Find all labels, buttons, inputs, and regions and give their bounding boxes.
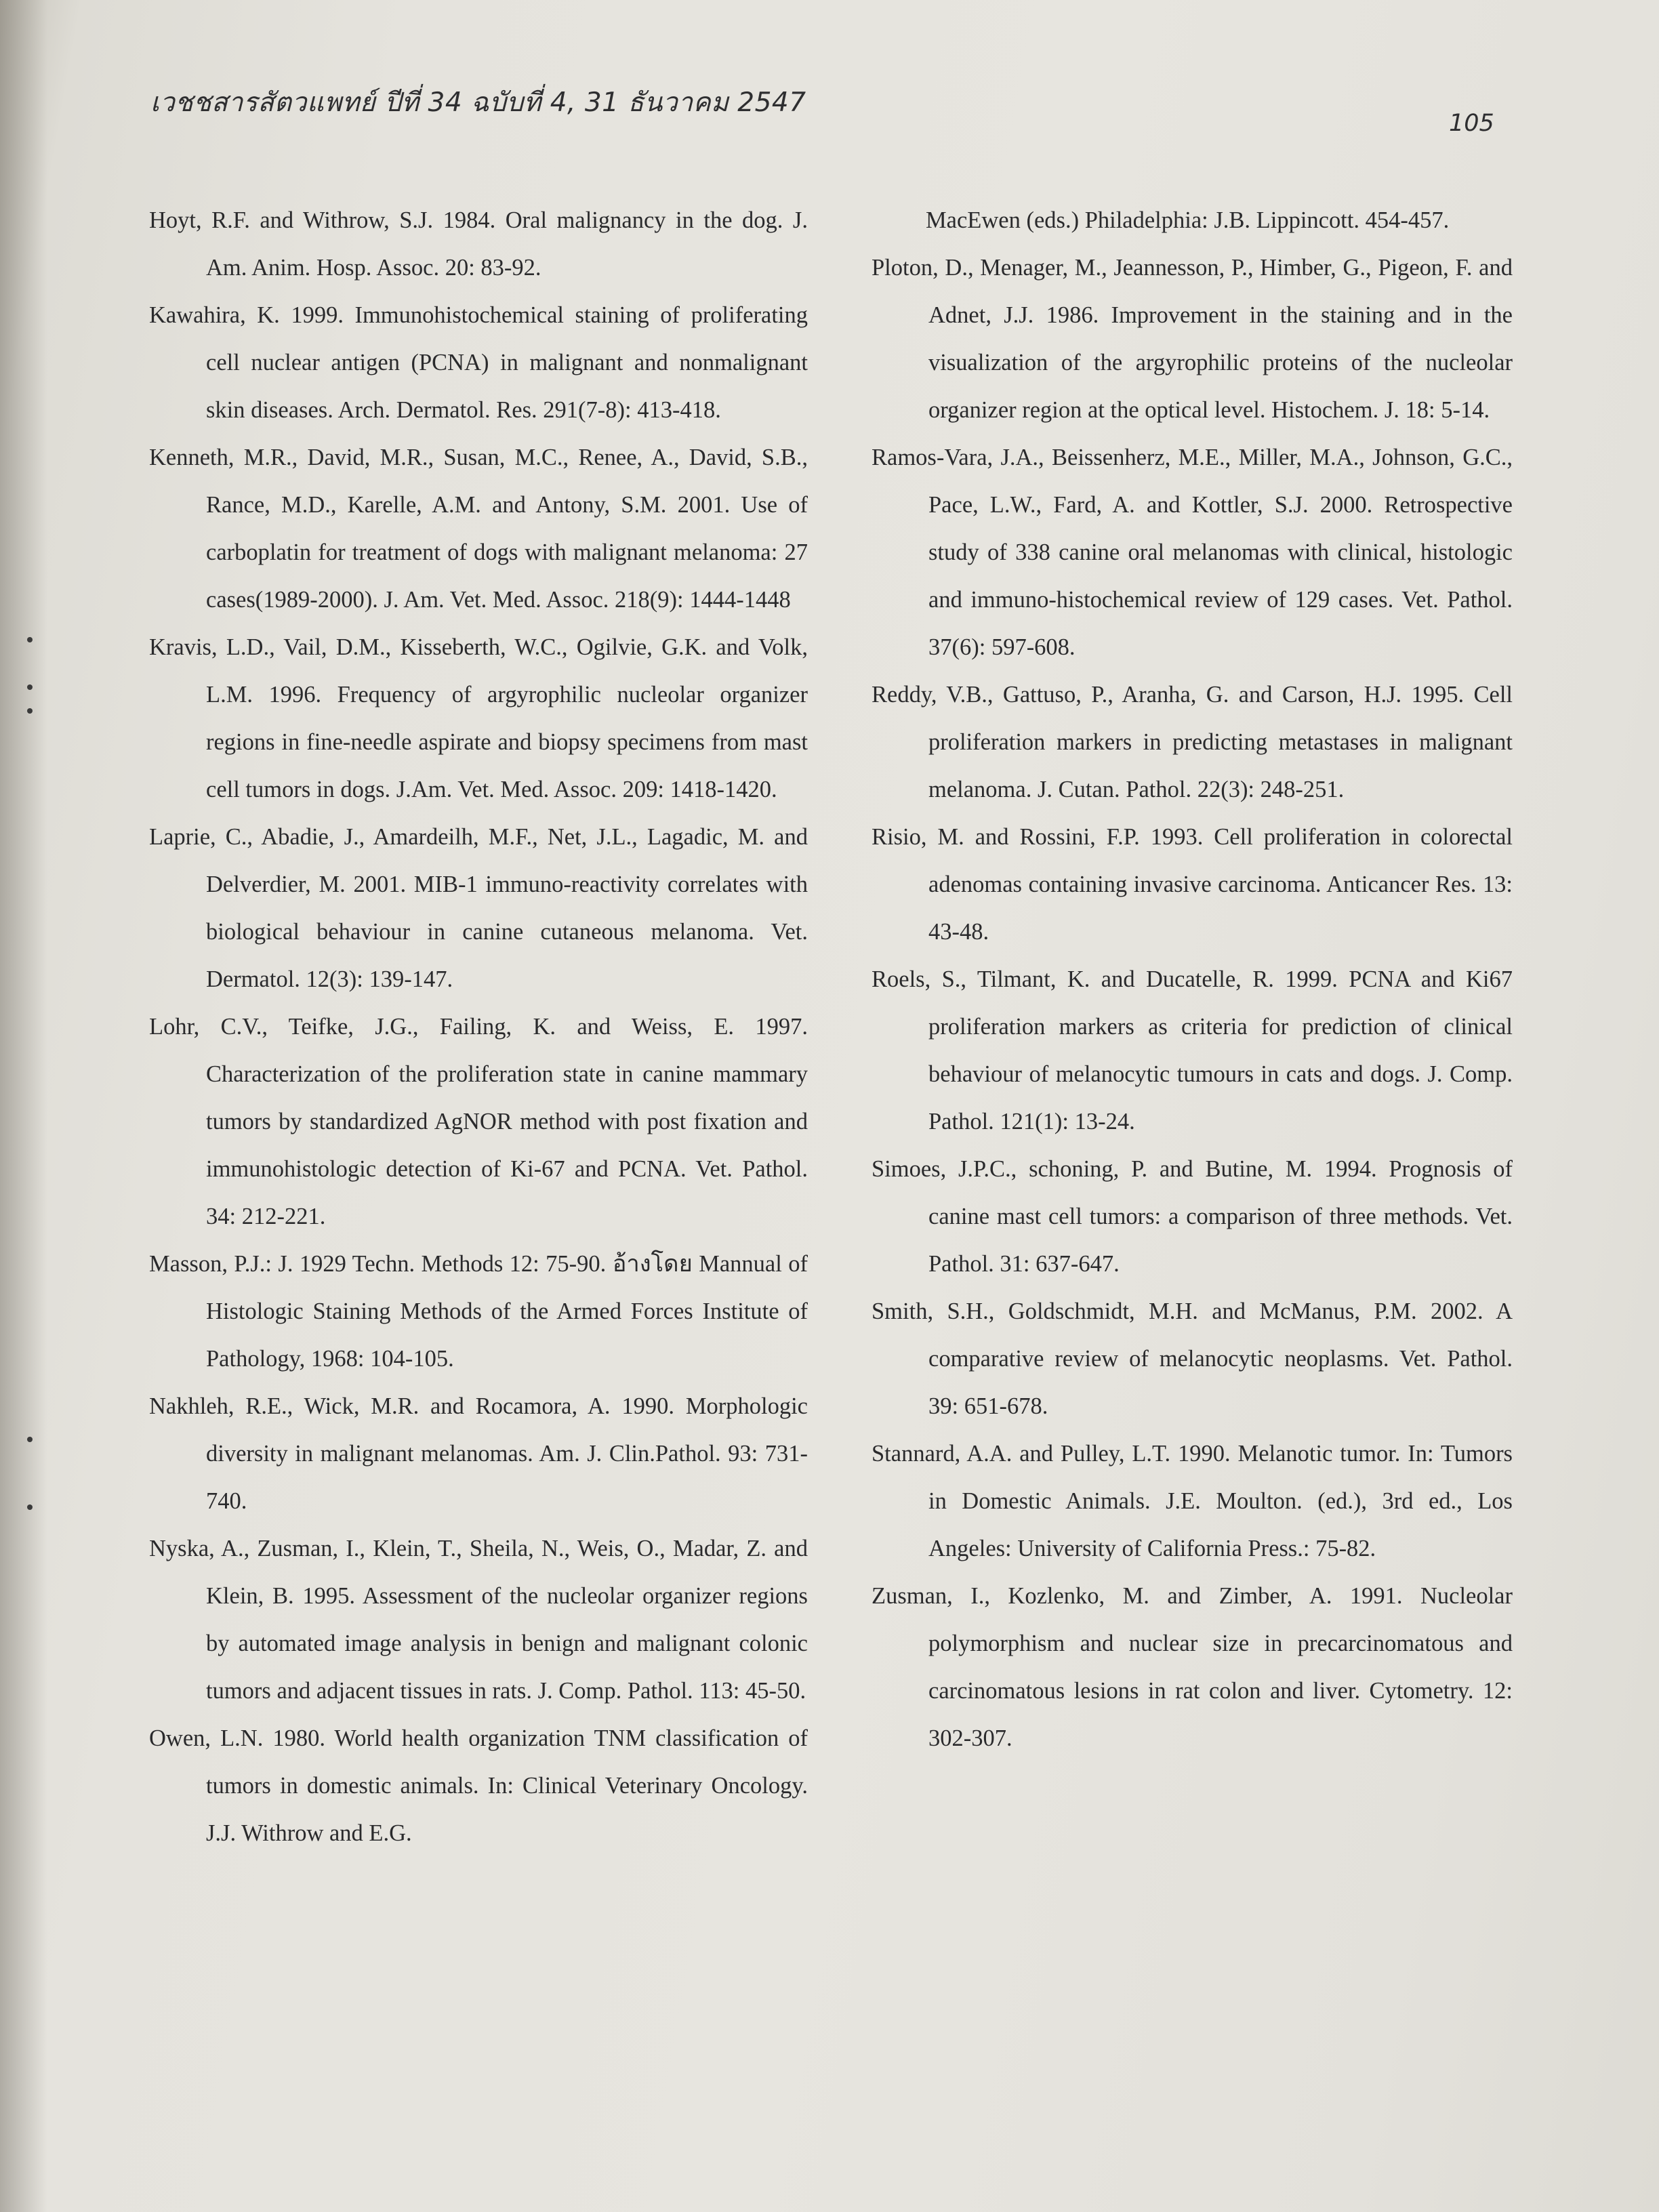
margin-mark <box>27 1437 33 1442</box>
margin-mark <box>27 708 33 714</box>
references-right-column <box>872 197 1513 1762</box>
margin-mark <box>27 1504 33 1510</box>
reference-entry: Kawahira, K. 1999. Immunohistochemical staining of proliferating cell nuclear antigen (PCNA) in malignant and nonmalignant skin diseases. Arch. Dermatol. Res. 291(7-8): 413-418. <box>149 302 808 423</box>
page-number: 105 <box>1449 110 1494 137</box>
reference-entry: Laprie, C., Abadie, J., Amardeilh, M.F., Net, J.L., Lagadic, M. and Delverdier, M. 2001. MIB-1 immuno-reactivity correlates with biological behaviour in canine cutaneous melanoma. Vet. Dermatol. 12(3): 139-147. <box>149 824 808 992</box>
reference-entry: Zusman, I., Kozlenko, M. and Zimber, A. 1991. Nucleolar polymorphism and nuclear size in precarcinomatous and carcinomatous lesions in rat colon and liver. Cytometry. 12: 302-307. <box>872 1583 1513 1751</box>
reference-entry: Hoyt, R.F. and Withrow, S.J. 1984. Oral malignancy in the dog. J. Am. Anim. Hosp. Assoc. 20: 83-92. <box>149 207 808 281</box>
reference-entry: Owen, L.N. 1980. World health organization TNM classification of tumors in domestic animals. In: Clinical Veterinary Oncology. J.J. Withrow and E.G. <box>149 1725 808 1846</box>
reference-entry: Lohr, C.V., Teifke, J.G., Failing, K. and Weiss, E. 1997. Characterization of the proliferation state in canine mammary tumors by standardized AgNOR method with post fixation and immunohistologic detection of Ki-67 and PCNA. Vet. Pathol. 34: 212-221. <box>149 1014 808 1229</box>
margin-mark <box>27 637 33 642</box>
reference-entry: Roels, S., Tilmant, K. and Ducatelle, R. 1999. PCNA and Ki67 proliferation markers as criteria for prediction of clinical behaviour of melanocytic tumours in cats and dogs. J. Comp. Pathol. 121(1): 13-24. <box>872 966 1513 1134</box>
page-gutter-shadow <box>0 0 47 2212</box>
reference-entry: Stannard, A.A. and Pulley, L.T. 1990. Melanotic tumor. In: Tumors in Domestic Animals. J.E. Moulton. (ed.), 3rd ed., Los Angeles: University of California Press.: 75-82. <box>872 1441 1513 1561</box>
reference-entry: Risio, M. and Rossini, F.P. 1993. Cell proliferation in colorectal adenomas containing invasive carcinoma. Anticancer Res. 13: 43-48. <box>872 824 1513 945</box>
reference-entry: Nyska, A., Zusman, I., Klein, T., Sheila, N., Weis, O., Madar, Z. and Klein, B. 1995. Assessment of the nucleolar organizer regions by automated image analysis in benign and malignant colonic tumors and adjacent tissues in rats. J. Comp. Pathol. 113: 45-50. <box>149 1536 808 1704</box>
references-left-column <box>149 197 808 1857</box>
reference-entry: Kenneth, M.R., David, M.R., Susan, M.C., Renee, A., David, S.B., Rance, M.D., Karelle, A.M. and Antony, S.M. 2001. Use of carboplatin for treatment of dogs with malignant melanoma: 27 cases(1989-2000). J. Am. Vet. Med. Assoc. 218(9): 1444-1448 <box>149 445 808 613</box>
reference-entry: Masson, P.J.: J. 1929 Techn. Methods 12: 75-90. อ้างโดย Mannual of Histologic Staining Methods of the Armed Forces Institute of Pathology, 1968: 104-105. <box>149 1251 808 1372</box>
margin-mark <box>27 684 33 690</box>
reference-continuation: MacEwen (eds.) Philadelphia: J.B. Lippincott. 454-457. <box>926 207 1450 233</box>
reference-entry: Smith, S.H., Goldschmidt, M.H. and McManus, P.M. 2002. A comparative review of melanocytic neoplasms. Vet. Pathol. 39: 651-678. <box>872 1298 1513 1419</box>
reference-entry: Kravis, L.D., Vail, D.M., Kisseberth, W.C., Ogilvie, G.K. and Volk, L.M. 1996. Frequency of argyrophilic nucleolar organizer regions in fine-needle aspirate and biopsy specimens from mast cell tumors in dogs. J.Am. Vet. Med. Assoc. 209: 1418-1420. <box>149 634 808 802</box>
journal-header: เวชชสารสัตวแพทย์ ปีที่ 34 ฉบับที่ 4, 31 ธันวาคม 2547 <box>150 87 806 118</box>
reference-entry: Reddy, V.B., Gattuso, P., Aranha, G. and Carson, H.J. 1995. Cell proliferation markers in predicting metastases in malignant melanoma. J. Cutan. Pathol. 22(3): 248-251. <box>872 682 1513 802</box>
reference-entry: Nakhleh, R.E., Wick, M.R. and Rocamora, A. 1990. Morphologic diversity in malignant melanomas. Am. J. Clin.Pathol. 93: 731-740. <box>149 1393 808 1514</box>
reference-entry: Ramos-Vara, J.A., Beissenherz, M.E., Miller, M.A., Johnson, G.C., Pace, L.W., Fard, A. and Kottler, S.J. 2000. Retrospective study of 338 canine oral melanomas with clinical, histologic and immuno-histochemical review of 129 cases. Vet. Pathol. 37(6): 597-608. <box>872 445 1513 660</box>
reference-entry: Ploton, D., Menager, M., Jeannesson, P., Himber, G., Pigeon, F. and Adnet, J.J. 1986. Improvement in the staining and in the visualization of the argyrophilic proteins of the nucleolar organizer region at the optical level. Histochem. J. 18: 5-14. <box>872 255 1513 423</box>
reference-entry: Simoes, J.P.C., schoning, P. and Butine, M. 1994. Prognosis of canine mast cell tumors: a comparison of three methods. Vet. Pathol. 31: 637-647. <box>872 1156 1513 1277</box>
